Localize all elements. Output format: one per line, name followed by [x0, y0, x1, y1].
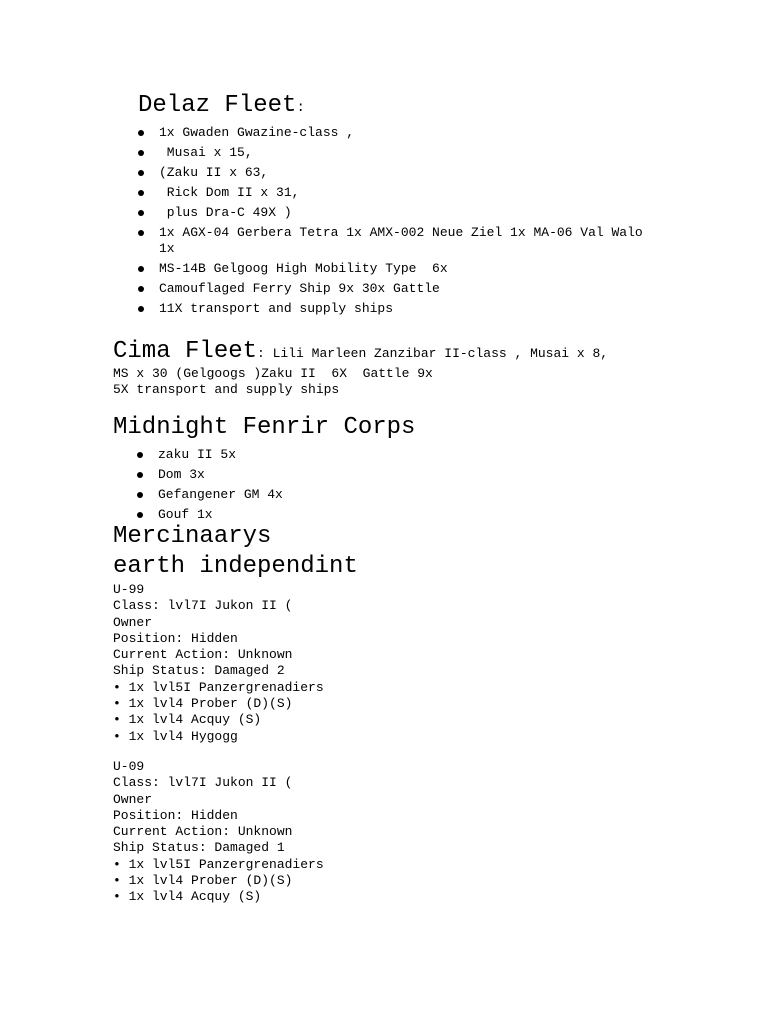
cima-fleet-line-3: 5X transport and supply ships: [113, 382, 340, 397]
ship-line: • 1x lvl4 Prober (D)(S): [113, 696, 293, 712]
fenrir-corps-heading: Midnight Fenrir Corps: [113, 414, 416, 441]
ship-line: Ship Status: Damaged 2: [113, 663, 285, 679]
list-item: 1x AGX-04 Gerbera Tetra 1x AMX-002 Neue Ziel 1x MA-06 Val Walo 1x: [159, 225, 651, 256]
list-item: MS-14B Gelgoog High Mobility Type 6x: [159, 261, 679, 277]
ship-line: • 1x lvl5I Panzergrenadiers: [113, 856, 324, 872]
ship-line: U-99: [113, 582, 145, 597]
ship-line: Current Action: Unknown: [113, 824, 293, 840]
fenrir-corps-list: [158, 447, 283, 527]
ship-u09-block: [113, 759, 324, 906]
cima-fleet-summary: : Lili Marleen Zanzibar II-class , Musai x 8,: [257, 346, 609, 361]
ship-u99-block: [113, 582, 324, 745]
ship-line: U-09: [113, 759, 145, 774]
ship-line: Owner: [113, 791, 153, 807]
ship-line: Owner: [113, 614, 153, 630]
ship-line: Current Action: Unknown: [113, 647, 293, 663]
ship-line: • 1x lvl4 Acquy (S): [113, 712, 262, 728]
ship-line: Ship Status: Damaged 1: [113, 840, 285, 856]
mercenaries-heading: Mercinaarys: [113, 523, 272, 550]
ship-line: Position: Hidden: [113, 630, 238, 646]
list-item: (Zaku II x 63,: [159, 165, 679, 181]
cima-fleet-line-2: MS x 30 (Gelgoogs )Zaku II 6X Gattle 9x: [113, 366, 433, 381]
cima-fleet-heading: [113, 338, 608, 368]
delaz-fleet-heading: [138, 92, 305, 122]
list-item: Musai x 15,: [159, 145, 679, 161]
ship-line: • 1x lvl4 Hygogg: [113, 728, 238, 744]
ship-line: • 1x lvl4 Prober (D)(S): [113, 873, 293, 889]
list-item: Dom 3x: [158, 467, 283, 483]
list-item: 11X transport and supply ships: [159, 301, 679, 317]
cima-fleet-title: Cima Fleet: [113, 338, 258, 365]
list-item: Gouf 1x: [158, 507, 283, 523]
delaz-fleet-colon: :: [296, 100, 305, 116]
list-item: zaku II 5x: [158, 447, 283, 463]
list-item: 1x Gwaden Gwazine-class ,: [159, 125, 679, 141]
list-item: Rick Dom II x 31,: [159, 185, 679, 201]
ship-line: Class: lvl7I Jukon II (: [113, 775, 293, 791]
list-item: plus Dra-C 49X ): [159, 205, 679, 221]
ship-line: Class: lvl7I Jukon II (: [113, 598, 293, 614]
ship-line: • 1x lvl4 Acquy (S): [113, 889, 262, 905]
delaz-fleet-list: [159, 125, 679, 321]
ship-line: Position: Hidden: [113, 807, 238, 823]
earth-independent-heading: earth independint: [113, 553, 358, 580]
list-item: Gefangener GM 4x: [158, 487, 283, 502]
delaz-fleet-title: Delaz Fleet: [138, 92, 297, 119]
list-item: Camouflaged Ferry Ship 9x 30x Gattle: [159, 281, 679, 297]
ship-line: • 1x lvl5I Panzergrenadiers: [113, 679, 324, 695]
